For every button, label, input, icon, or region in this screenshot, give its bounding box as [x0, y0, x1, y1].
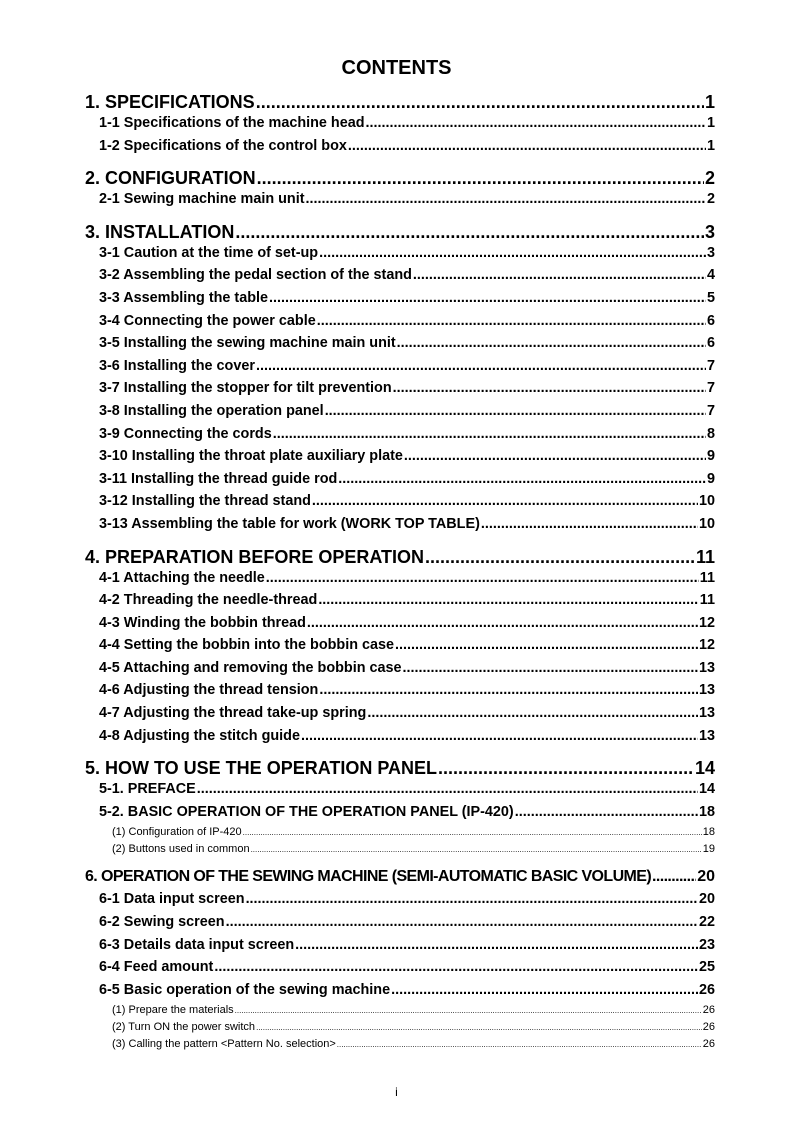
toc-entry-page: 10 [698, 493, 715, 510]
dot-leader [273, 426, 706, 442]
toc-entry-page: 13 [698, 705, 715, 722]
toc-entry-label: 3-8 Installing the operation panel [99, 402, 324, 419]
toc-entry-page: 13 [698, 727, 715, 744]
toc-entry-label: 3-10 Installing the throat plate auxiliary plate [99, 448, 403, 465]
toc-entry-page: 7 [706, 380, 715, 397]
dot-leader [319, 245, 706, 261]
dot-leader [256, 1023, 702, 1032]
toc-entry-label: 5-1. PREFACE [99, 781, 196, 798]
toc-entry-label: 4-4 Setting the bobbin into the bobbin case [99, 637, 395, 654]
toc-subsection-entry [85, 290, 715, 313]
toc-entry-label: 6-3 Details data input screen [99, 936, 295, 953]
toc-entry-label: 4-8 Adjusting the stitch guide [99, 727, 300, 744]
toc-entry-label: 3-11 Installing the thread guide rod [99, 470, 338, 487]
dot-leader [306, 191, 706, 207]
toc-subsection-entry [85, 138, 715, 161]
toc-entry-label: (2) Turn ON the power switch [112, 1021, 256, 1034]
page-title: CONTENTS [341, 57, 452, 79]
toc-section-entry [85, 222, 715, 245]
page-number: i [395, 1085, 398, 1099]
dot-leader [226, 914, 698, 930]
toc-entry-page: 26 [702, 1004, 715, 1017]
toc-subsection-entry [85, 426, 715, 449]
toc-entry-label: 2-1 Sewing machine main unit [99, 191, 305, 208]
toc-entry-page: 4 [706, 267, 715, 284]
toc-entry-label: 2. CONFIGURATION [85, 168, 256, 189]
toc-entry-label: 3-2 Assembling the pedal section of the stand [99, 267, 412, 284]
toc-entry-label: 1. SPECIFICATIONS [85, 92, 255, 112]
toc-section-entry [85, 92, 715, 115]
toc-entry-label: 6-2 Sewing screen [99, 914, 225, 931]
toc-subsection-entry [85, 471, 715, 494]
dot-leader [325, 403, 706, 419]
toc-item-entry [85, 1021, 715, 1038]
toc-entry-page: 18 [698, 803, 715, 820]
dot-leader [403, 660, 698, 676]
toc-subsection-entry [85, 804, 715, 827]
toc-entry-page: 14 [694, 758, 715, 779]
toc-entry-label: 4. PREPARATION BEFORE OPERATION [85, 546, 425, 567]
toc-subsection-entry [85, 191, 715, 214]
toc-entry-label: (3) Calling the pattern <Pattern No. selection> [112, 1038, 336, 1051]
toc-entry-page: 14 [698, 781, 715, 798]
toc-entry-label: 3-4 Connecting the power cable [99, 312, 316, 329]
toc-entry-page: 2 [706, 191, 715, 208]
toc-subsection-entry [85, 403, 715, 426]
toc-entry-page: 1 [704, 92, 715, 112]
toc-entry-page: 26 [702, 1038, 715, 1051]
dot-leader [301, 728, 698, 744]
toc-entry-label: (2) Buttons used in common [112, 843, 250, 856]
dot-leader [393, 380, 706, 396]
toc-entry-page: 11 [699, 569, 715, 586]
toc-subsection-entry [85, 592, 715, 615]
dot-leader [307, 615, 698, 631]
toc-subsection-entry [85, 914, 715, 937]
toc-entry-page: 25 [698, 959, 715, 976]
dot-leader [251, 845, 702, 854]
toc-subsection-entry [85, 115, 715, 138]
dot-leader [366, 115, 706, 131]
dot-leader [246, 891, 698, 907]
dot-leader [256, 92, 704, 113]
toc-subsection-entry [85, 937, 715, 960]
dot-leader [652, 868, 696, 886]
toc-subsection-entry [85, 959, 715, 982]
toc-subsection-entry [85, 637, 715, 660]
toc-entry-page: 26 [702, 1021, 715, 1034]
toc-item-entry [85, 826, 715, 843]
toc-entry-label: 3-6 Installing the cover [99, 357, 255, 374]
toc-subsection-entry [85, 245, 715, 268]
toc-entry-page: 1 [706, 115, 715, 131]
toc-entry-page: 9 [706, 448, 715, 465]
toc-subsection-entry [85, 380, 715, 403]
toc-subsection-entry [85, 705, 715, 728]
toc-entry-label: 3-5 Installing the sewing machine main unit [99, 335, 396, 352]
toc-subsection-entry [85, 781, 715, 804]
toc-entry-page: 26 [698, 981, 715, 998]
dot-leader [256, 358, 706, 374]
toc-subsection-entry [85, 891, 715, 914]
toc-entry-page: 3 [704, 221, 715, 242]
toc-entry-page: 3 [706, 244, 715, 261]
toc-subsection-entry [85, 570, 715, 593]
dot-leader [214, 959, 698, 975]
toc-entry-label: (1) Configuration of IP-420 [112, 826, 242, 839]
dot-leader [266, 570, 699, 586]
dot-leader [348, 138, 706, 154]
dot-leader [413, 267, 706, 283]
toc-subsection-entry [85, 682, 715, 705]
toc-entry-label: 4-2 Threading the needle-thread [99, 592, 318, 609]
dot-leader [269, 290, 706, 306]
toc-subsection-entry [85, 660, 715, 683]
toc-entry-page: 12 [698, 614, 715, 631]
toc-entry-label: 3-3 Assembling the table [99, 289, 268, 306]
toc-entry-label: 4-1 Attaching the needle [99, 569, 265, 586]
toc-subsection-entry [85, 982, 715, 1005]
dot-leader [312, 493, 698, 509]
toc-subsection-entry [85, 516, 715, 539]
toc-entry-label: 3. INSTALLATION [85, 221, 235, 242]
toc-entry-label: 3-12 Installing the thread stand [99, 493, 311, 510]
dot-leader [317, 313, 706, 329]
toc-entry-page: 12 [698, 637, 715, 654]
toc-entry-label: 6. OPERATION OF THE SEWING MACHINE (SEMI-AUTOMATIC BASIC VOLUME) [85, 868, 652, 886]
toc-subsection-entry [85, 448, 715, 471]
dot-leader [395, 637, 698, 653]
table-of-contents [85, 92, 715, 1055]
toc-entry-page: 13 [698, 659, 715, 676]
toc-entry-page: 10 [698, 515, 715, 532]
toc-section-entry [85, 758, 715, 781]
dot-leader [338, 471, 706, 487]
dot-leader [425, 547, 695, 568]
toc-entry-page: 9 [706, 470, 715, 487]
dot-leader [319, 682, 698, 698]
dot-leader [367, 705, 698, 721]
toc-entry-page: 11 [695, 546, 715, 567]
toc-entry-page: 5 [706, 289, 715, 306]
toc-entry-page: 1 [706, 137, 715, 154]
toc-entry-label: 4-3 Winding the bobbin thread [99, 614, 306, 631]
toc-entry-label: 4-5 Attaching and removing the bobbin case [99, 659, 402, 676]
toc-entry-label: 6-5 Basic operation of the sewing machine [99, 981, 391, 998]
toc-entry-page: 6 [706, 312, 715, 329]
toc-entry-page: 13 [698, 682, 715, 699]
toc-entry-page: 22 [698, 914, 715, 931]
toc-entry-label: 6-4 Feed amount [99, 959, 214, 976]
dot-leader [318, 592, 698, 608]
dot-leader [397, 335, 706, 351]
toc-entry-page: 6 [706, 335, 715, 352]
toc-entry-page: 18 [702, 826, 715, 839]
toc-entry-label: 3-1 Caution at the time of set-up [99, 244, 319, 261]
toc-section-entry [85, 547, 715, 570]
toc-section-entry [85, 868, 715, 891]
toc-section-entry [85, 168, 715, 191]
dot-leader [197, 781, 698, 797]
toc-entry-page: 11 [699, 592, 715, 609]
toc-entry-label: 5. HOW TO USE THE OPERATION PANEL [85, 758, 438, 779]
dot-leader [337, 1040, 702, 1049]
toc-subsection-entry [85, 335, 715, 358]
dot-leader [235, 222, 704, 243]
toc-entry-label: 3-9 Connecting the cords [99, 425, 272, 442]
toc-entry-page: 20 [697, 868, 715, 886]
dot-leader [243, 828, 702, 837]
dot-leader [481, 516, 698, 532]
toc-entry-page: 7 [706, 402, 715, 419]
toc-entry-label: (1) Prepare the materials [112, 1004, 234, 1017]
toc-subsection-entry [85, 358, 715, 381]
toc-entry-label: 5-2. BASIC OPERATION OF THE OPERATION PANEL (IP-420) [99, 803, 514, 820]
toc-item-entry [85, 1038, 715, 1055]
toc-entry-page: 23 [698, 936, 715, 953]
dot-leader [257, 168, 704, 189]
dot-leader [515, 804, 698, 820]
dot-leader [404, 448, 706, 464]
toc-entry-label: 6-1 Data input screen [99, 891, 245, 908]
dot-leader [235, 1006, 702, 1015]
toc-subsection-entry [85, 493, 715, 516]
toc-item-entry [85, 1004, 715, 1021]
toc-entry-label: 3-13 Assembling the table for work (WORK TOP TABLE) [99, 515, 480, 532]
toc-item-entry [85, 843, 715, 860]
toc-entry-label: 3-7 Installing the stopper for tilt prevention [99, 380, 392, 397]
dot-leader [438, 758, 694, 779]
toc-entry-label: 1-1 Specifications of the machine head [99, 115, 365, 131]
toc-subsection-entry [85, 728, 715, 751]
toc-entry-label: 4-6 Adjusting the thread tension [99, 682, 319, 699]
toc-entry-page: 7 [706, 357, 715, 374]
toc-entry-page: 2 [704, 168, 715, 189]
toc-entry-page: 20 [698, 891, 715, 908]
toc-subsection-entry [85, 267, 715, 290]
toc-entry-label: 1-2 Specifications of the control box [99, 137, 347, 154]
toc-entry-page: 19 [702, 843, 715, 856]
dot-leader [391, 982, 698, 998]
toc-entry-label: 4-7 Adjusting the thread take-up spring [99, 705, 367, 722]
toc-entry-page: 8 [706, 425, 715, 442]
dot-leader [295, 937, 698, 953]
toc-subsection-entry [85, 615, 715, 638]
toc-subsection-entry [85, 313, 715, 336]
